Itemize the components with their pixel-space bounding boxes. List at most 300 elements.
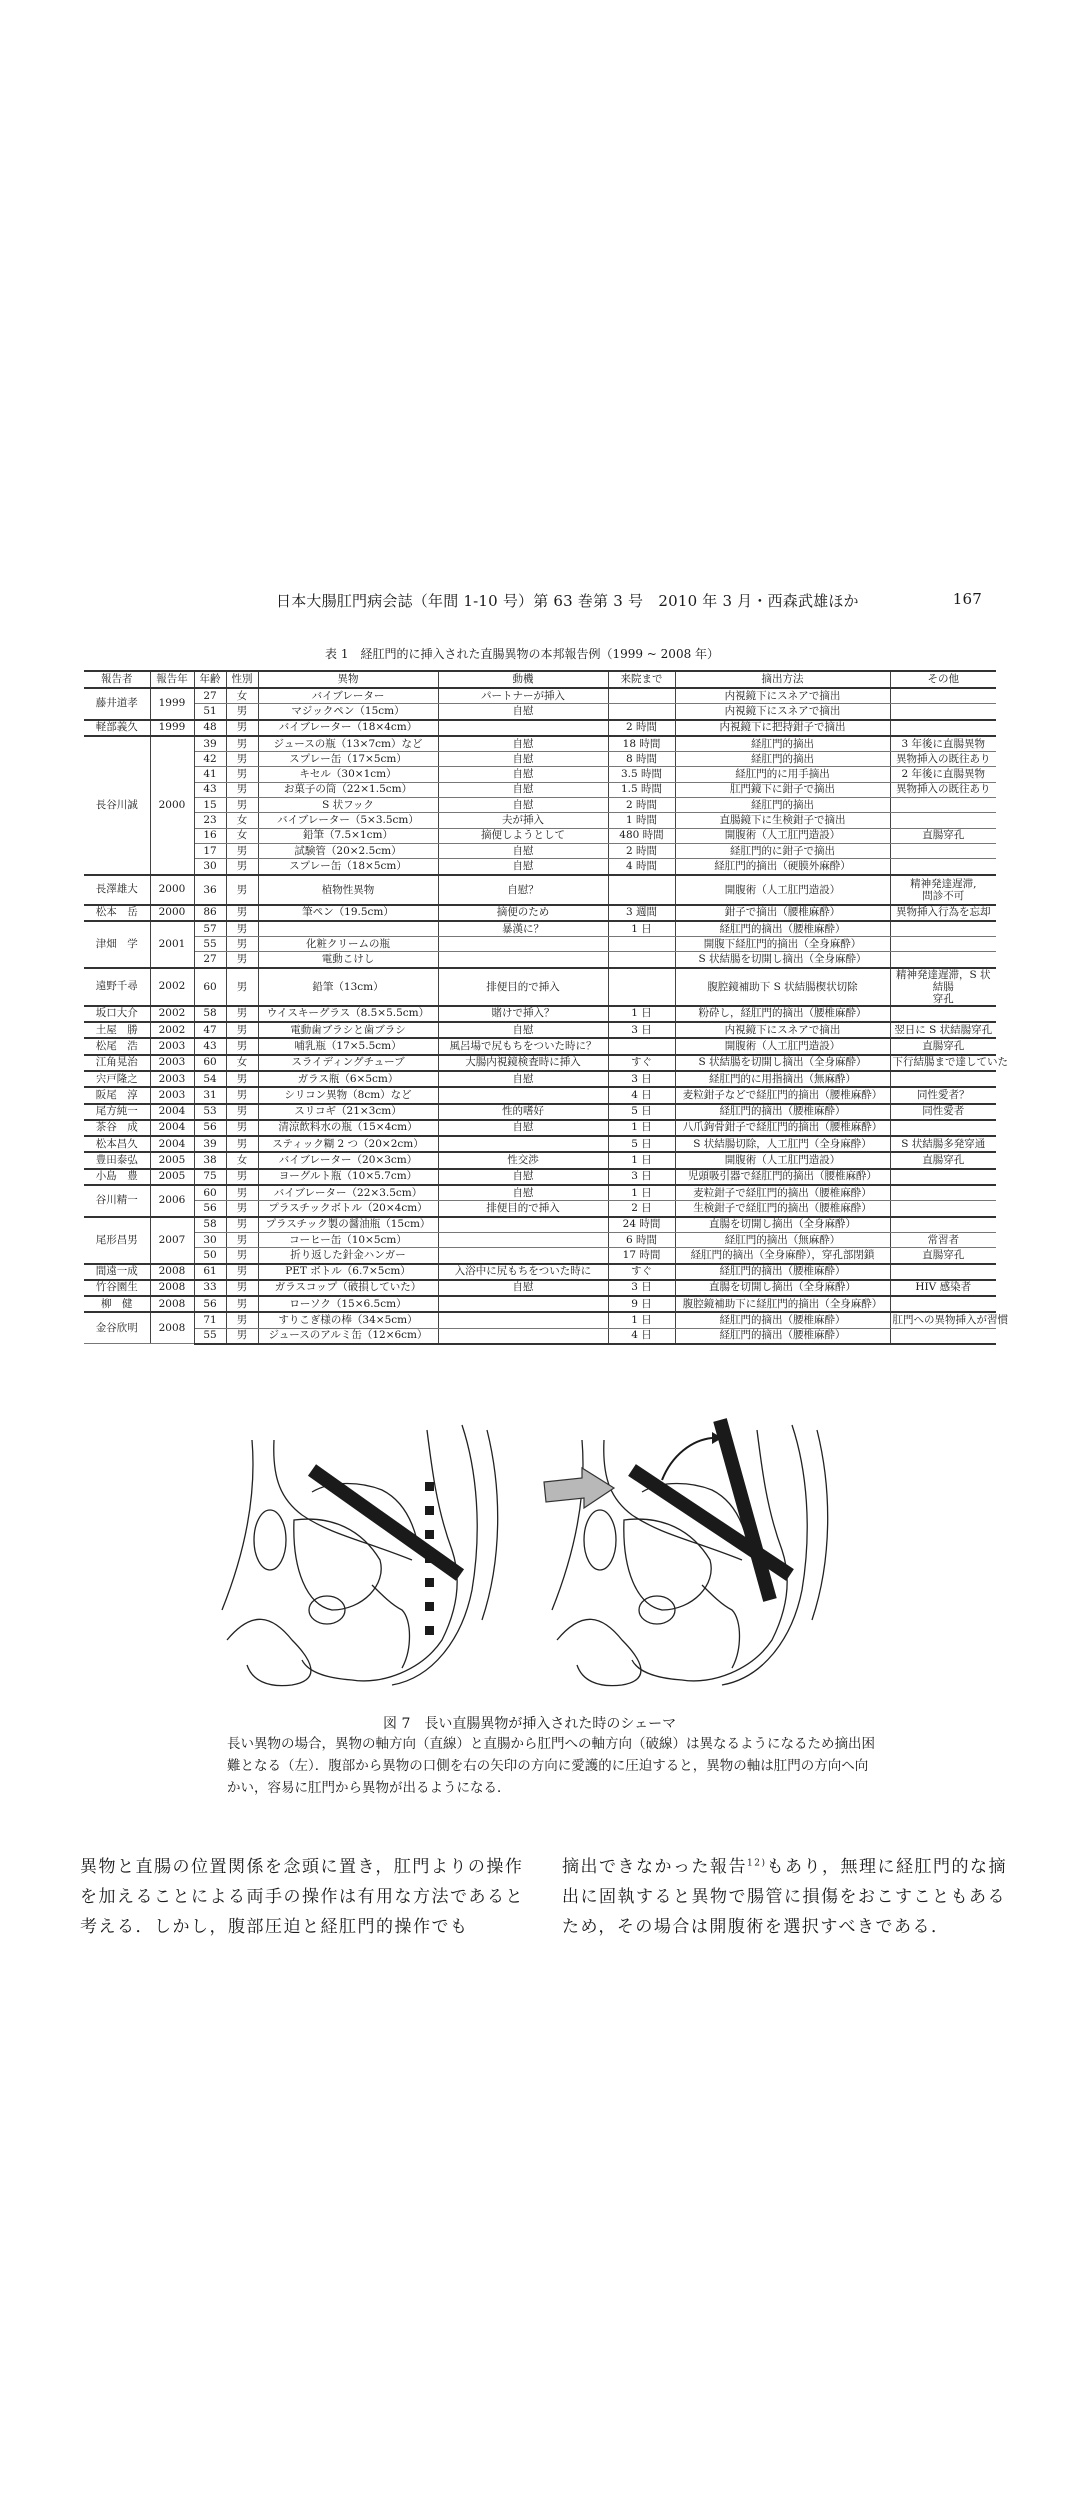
motive-cell: 自慰 <box>438 704 608 720</box>
column-header: 報告年 <box>150 671 194 688</box>
sex-cell: 男 <box>226 843 258 858</box>
time-cell: 1 日 <box>608 1006 675 1022</box>
method-cell: 経肛門的摘出（硬膜外麻酔） <box>675 859 890 875</box>
sex-cell: 女 <box>226 1055 258 1071</box>
age-cell: 55 <box>194 937 226 952</box>
object-cell: 清涼飲料水の瓶（15×4cm） <box>258 1120 438 1136</box>
age-cell: 39 <box>194 736 226 752</box>
table-row <box>84 704 996 720</box>
motive-cell <box>438 1217 608 1233</box>
age-cell: 36 <box>194 875 226 905</box>
age-cell: 43 <box>194 1038 226 1054</box>
object-cell: 鉛筆（13cm） <box>258 968 438 1006</box>
method-cell: 経肛門的摘出 <box>675 752 890 767</box>
object-cell: ジュースの瓶（13×7cm）など <box>258 736 438 752</box>
method-cell: S 状結腸切除，人工肛門（全身麻酔） <box>675 1136 890 1152</box>
foreign-body-before <box>632 1470 790 1575</box>
motive-cell: 自慰 <box>438 1185 608 1201</box>
sex-cell: 男 <box>226 859 258 875</box>
other-cell <box>890 1169 996 1185</box>
sex-cell: 男 <box>226 752 258 767</box>
object-cell: スプレー缶（17×5cm） <box>258 752 438 767</box>
table-row <box>84 921 996 937</box>
table-row <box>84 1232 996 1247</box>
time-cell: 4 日 <box>608 1087 675 1103</box>
time-cell: 18 時間 <box>608 736 675 752</box>
time-cell: すぐ <box>608 1055 675 1071</box>
other-cell <box>890 843 996 858</box>
sex-cell: 男 <box>226 720 258 736</box>
method-cell: 経肛門的摘出（腰椎麻酔） <box>675 1104 890 1120</box>
other-cell <box>890 1071 996 1087</box>
sex-cell: 女 <box>226 828 258 843</box>
object-cell: キセル（30×1cm） <box>258 767 438 782</box>
other-cell: 同性愛者 <box>890 1104 996 1120</box>
time-cell: 6 時間 <box>608 1232 675 1247</box>
motive-cell <box>438 1296 608 1312</box>
sex-cell: 女 <box>226 1152 258 1168</box>
object-cell: バイブレーター（22×3.5cm） <box>258 1185 438 1201</box>
other-cell <box>890 688 996 704</box>
right-panel-marks <box>544 1420 790 1600</box>
method-cell: 生検鉗子で経肛門的摘出（腰椎麻酔） <box>675 1201 890 1217</box>
reporter-cell: 豊田泰弘 <box>84 1152 150 1168</box>
other-cell: 3 年後に直腸異物 <box>890 736 996 752</box>
other-cell: 直腸穿孔 <box>890 1038 996 1054</box>
sex-cell: 男 <box>226 1087 258 1103</box>
sex-cell: 男 <box>226 1185 258 1201</box>
sex-cell: 男 <box>226 968 258 1006</box>
column-header: 来院まで <box>608 671 675 688</box>
time-cell <box>608 937 675 952</box>
object-cell: スプレー缶（18×5cm） <box>258 859 438 875</box>
column-header: 動機 <box>438 671 608 688</box>
sex-cell: 女 <box>226 688 258 704</box>
time-cell: 3 日 <box>608 1280 675 1296</box>
motive-cell: 自慰 <box>438 1169 608 1185</box>
other-cell: 異物挿入行為を忘却 <box>890 905 996 921</box>
age-cell: 41 <box>194 767 226 782</box>
sex-cell: 男 <box>226 767 258 782</box>
year-cell: 2002 <box>150 968 194 1006</box>
motive-cell <box>438 1328 608 1344</box>
reporter-cell: 尾方純一 <box>84 1104 150 1120</box>
other-cell <box>890 1201 996 1217</box>
table-row <box>84 1264 996 1280</box>
motive-cell: 夫が挿入 <box>438 813 608 828</box>
time-cell: 480 時間 <box>608 828 675 843</box>
motive-cell: 賭けで挿入？ <box>438 1006 608 1022</box>
reporter-cell: 土屋 勝 <box>84 1022 150 1038</box>
other-cell <box>890 921 996 937</box>
time-cell: 5 日 <box>608 1136 675 1152</box>
figure-7-schema <box>212 1410 880 1690</box>
other-cell <box>890 1185 996 1201</box>
table-row <box>84 1006 996 1022</box>
year-cell: 2004 <box>150 1136 194 1152</box>
other-cell: 直腸穿孔 <box>890 1152 996 1168</box>
time-cell: 1 日 <box>608 1312 675 1328</box>
time-cell: 17 時間 <box>608 1248 675 1264</box>
sex-cell: 男 <box>226 1217 258 1233</box>
method-cell: 経肛門的摘出（無麻酔） <box>675 1232 890 1247</box>
object-cell: バイブレーター（5×3.5cm） <box>258 813 438 828</box>
reporter-cell: 柳 健 <box>84 1296 150 1312</box>
motive-cell: 自慰 <box>438 782 608 797</box>
page-number: 167 <box>952 590 982 608</box>
age-cell: 61 <box>194 1264 226 1280</box>
method-cell: 経肛門的摘出（腰椎麻酔） <box>675 921 890 937</box>
column-header: その他 <box>890 671 996 688</box>
object-cell: バイブレーター（18×4cm） <box>258 720 438 736</box>
other-cell: 異物挿入の既往あり <box>890 782 996 797</box>
other-cell: 常習者 <box>890 1232 996 1247</box>
time-cell: 1 日 <box>608 1185 675 1201</box>
time-cell: 5 日 <box>608 1104 675 1120</box>
table-row <box>84 1104 996 1120</box>
column-header: 摘出方法 <box>675 671 890 688</box>
rectum-axis-dashed <box>425 1482 434 1635</box>
body-text-left: 異物と直腸の位置関係を念頭に置き，肛門よりの操作を加えることによる両手の操作は有用な方法であると考える．しかし，腹部圧迫と経肛門的操作でも <box>80 1857 524 1937</box>
motive-cell: 自慰 <box>438 859 608 875</box>
age-cell: 31 <box>194 1087 226 1103</box>
sex-cell: 男 <box>226 1280 258 1296</box>
year-cell: 1999 <box>150 720 194 736</box>
table-row <box>84 688 996 704</box>
object-cell: 筆ペン（19.5cm） <box>258 905 438 921</box>
year-cell: 2000 <box>150 905 194 921</box>
table-row <box>84 1152 996 1168</box>
table-row <box>84 1071 996 1087</box>
motive-cell: 自慰 <box>438 843 608 858</box>
other-cell <box>890 813 996 828</box>
time-cell: 4 時間 <box>608 859 675 875</box>
method-cell: 肛門鏡下に鉗子で摘出 <box>675 782 890 797</box>
method-cell: 鉗子で摘出（腰椎麻酔） <box>675 905 890 921</box>
age-cell: 47 <box>194 1022 226 1038</box>
reporter-cell: 茶谷 成 <box>84 1120 150 1136</box>
table-row <box>84 1055 996 1071</box>
method-cell: 直腸を切開し摘出（全身麻酔） <box>675 1280 890 1296</box>
object-cell: スリコギ（21×3cm） <box>258 1104 438 1120</box>
time-cell: 3 日 <box>608 1022 675 1038</box>
other-cell: S 状結腸多発穿通 <box>890 1136 996 1152</box>
motive-cell: 入浴中に尻もちをついた時に <box>438 1264 608 1280</box>
sex-cell: 男 <box>226 1248 258 1264</box>
time-cell: 9 日 <box>608 1296 675 1312</box>
reporter-cell: 江角晃治 <box>84 1055 150 1071</box>
object-cell: 鉛筆（7.5×1cm） <box>258 828 438 843</box>
table-row <box>84 1248 996 1264</box>
object-cell: 植物性異物 <box>258 875 438 905</box>
other-cell <box>890 798 996 813</box>
other-cell: 翌日に S 状結腸穿孔 <box>890 1022 996 1038</box>
reporter-cell: 阪尾 淳 <box>84 1087 150 1103</box>
age-cell: 50 <box>194 1248 226 1264</box>
table-row <box>84 720 996 736</box>
sex-cell: 男 <box>226 1136 258 1152</box>
other-cell: 肛門への異物挿入が習慣 <box>890 1312 996 1328</box>
age-cell: 16 <box>194 828 226 843</box>
rotation-arrow-curve <box>662 1438 712 1480</box>
reporter-cell: 竹谷園生 <box>84 1280 150 1296</box>
table-caption: 表 1 経肛門的に挿入された直腸異物の本邦報告例（1999 ~ 2008 年） <box>325 647 720 661</box>
motive-cell: 自慰 <box>438 767 608 782</box>
age-cell: 17 <box>194 843 226 858</box>
motive-cell: 自慰？ <box>438 875 608 905</box>
year-cell: 2000 <box>150 736 194 875</box>
time-cell: 3.5 時間 <box>608 767 675 782</box>
motive-cell: 排便目的で挿入 <box>438 968 608 1006</box>
method-cell: 児頭吸引器で経肛門的摘出（腰椎麻酔） <box>675 1169 890 1185</box>
object-cell: スティック糊 2 つ（20×2cm） <box>258 1136 438 1152</box>
motive-cell <box>438 937 608 952</box>
method-cell: 開腹術（人工肛門造設） <box>675 1152 890 1168</box>
other-cell: 直腸穿孔 <box>890 1248 996 1264</box>
table-header-row <box>84 671 996 688</box>
other-cell: 2 年後に直腸異物 <box>890 767 996 782</box>
method-cell: 経肛門的摘出（全身麻酔），穿孔部閉鎖 <box>675 1248 890 1264</box>
object-cell: コーヒー缶（10×5cm） <box>258 1232 438 1247</box>
time-cell: 2 時間 <box>608 843 675 858</box>
motive-cell <box>438 1087 608 1103</box>
age-cell: 43 <box>194 782 226 797</box>
age-cell: 60 <box>194 968 226 1006</box>
pressure-arrow-icon <box>544 1468 614 1508</box>
method-cell: 開腹術（人工肛門造設） <box>675 828 890 843</box>
year-cell: 2003 <box>150 1071 194 1087</box>
table-row <box>84 1185 996 1201</box>
table-row <box>84 968 996 1006</box>
year-cell: 2002 <box>150 1022 194 1038</box>
object-cell: 折り返した針金ハンガー <box>258 1248 438 1264</box>
motive-cell: 摘便のため <box>438 905 608 921</box>
sex-cell: 男 <box>226 1296 258 1312</box>
table-row <box>84 798 996 813</box>
motive-cell <box>438 1232 608 1247</box>
reporter-cell: 松本 岳 <box>84 905 150 921</box>
motive-cell: パートナーが挿入 <box>438 688 608 704</box>
age-cell: 15 <box>194 798 226 813</box>
motive-cell: 自慰 <box>438 752 608 767</box>
motive-cell <box>438 952 608 968</box>
running-head <box>276 590 982 611</box>
sex-cell: 男 <box>226 921 258 937</box>
method-cell: S 状結腸を切開し摘出（全身麻酔） <box>675 952 890 968</box>
method-cell: 開腹術（人工肛門造設） <box>675 1038 890 1054</box>
object-cell: ウイスキーグラス（8.5×5.5cm） <box>258 1006 438 1022</box>
table-row <box>84 905 996 921</box>
motive-cell: 自慰 <box>438 1280 608 1296</box>
age-cell: 86 <box>194 905 226 921</box>
sex-cell: 男 <box>226 952 258 968</box>
method-cell: 経肛門的摘出 <box>675 798 890 813</box>
table-row <box>84 1120 996 1136</box>
column-header: 年齢 <box>194 671 226 688</box>
method-cell: 麦粒鉗子で経肛門的摘出（腰椎麻酔） <box>675 1185 890 1201</box>
other-cell <box>890 1264 996 1280</box>
sex-cell: 男 <box>226 1201 258 1217</box>
method-cell: 内視鏡下にスネアで摘出 <box>675 688 890 704</box>
reporter-cell: 間遠一成 <box>84 1264 150 1280</box>
motive-cell: 自慰 <box>438 1022 608 1038</box>
motive-cell: 大腸内視鏡検査時に挿入 <box>438 1055 608 1071</box>
year-cell: 2004 <box>150 1104 194 1120</box>
table-row <box>84 1022 996 1038</box>
other-cell <box>890 704 996 720</box>
object-cell: ヨーグルト瓶（10×5.7cm） <box>258 1169 438 1185</box>
case-report-table <box>84 670 1008 1345</box>
sex-cell: 男 <box>226 1104 258 1120</box>
object-cell: お菓子の筒（22×1.5cm） <box>258 782 438 797</box>
year-cell: 2002 <box>150 1006 194 1022</box>
reporter-cell: 軽部義久 <box>84 720 150 736</box>
table-row <box>84 1136 996 1152</box>
sex-cell: 女 <box>226 813 258 828</box>
table-row <box>84 813 996 828</box>
year-cell: 2000 <box>150 875 194 905</box>
other-cell: 異物挿入の既往あり <box>890 752 996 767</box>
table-row <box>84 1328 996 1344</box>
method-cell: 八爪鉤骨鉗子で経肛門的摘出（腰椎麻酔） <box>675 1120 890 1136</box>
other-cell: 精神発達遅滞，S 状結腸 穿孔 <box>890 968 996 1006</box>
age-cell: 33 <box>194 1280 226 1296</box>
motive-cell: 暴漢に？ <box>438 921 608 937</box>
age-cell: 48 <box>194 720 226 736</box>
reporter-cell: 谷川精一 <box>84 1185 150 1217</box>
method-cell: 開腹下経肛門的摘出（全身麻酔） <box>675 937 890 952</box>
year-cell: 2004 <box>150 1120 194 1136</box>
motive-cell: 風呂場で尻もちをついた時に？ <box>438 1038 608 1054</box>
motive-cell <box>438 720 608 736</box>
age-cell: 42 <box>194 752 226 767</box>
left-pelvis-outline <box>222 1425 498 1686</box>
object-cell <box>258 921 438 937</box>
sex-cell: 男 <box>226 1169 258 1185</box>
table-row <box>84 782 996 797</box>
other-cell <box>890 1217 996 1233</box>
age-cell: 56 <box>194 1296 226 1312</box>
other-cell: 下行結腸まで達していた <box>890 1055 996 1071</box>
time-cell: 1 日 <box>608 1120 675 1136</box>
object-cell: バイブレーター <box>258 688 438 704</box>
sex-cell: 男 <box>226 1038 258 1054</box>
year-cell: 2005 <box>150 1169 194 1185</box>
object-cell: ガラスコップ（破損していた） <box>258 1280 438 1296</box>
foreign-body-after <box>720 1420 770 1600</box>
time-cell: 1 日 <box>608 1152 675 1168</box>
reporter-cell: 長谷川誠 <box>84 736 150 875</box>
motive-cell <box>438 1136 608 1152</box>
other-cell <box>890 859 996 875</box>
method-cell: 腹腔鏡補助下に経肛門的摘出（全身麻酔） <box>675 1296 890 1312</box>
table-row <box>84 1296 996 1312</box>
other-cell: 同性愛者？ <box>890 1087 996 1103</box>
motive-cell: 排便目的で挿入 <box>438 1201 608 1217</box>
age-cell: 54 <box>194 1071 226 1087</box>
method-cell: 内視鏡下にスネアで摘出 <box>675 704 890 720</box>
method-cell: 経肛門的摘出 <box>675 736 890 752</box>
age-cell: 58 <box>194 1006 226 1022</box>
table-row <box>84 1312 996 1328</box>
reference-citation[interactable]: 12) <box>747 1858 767 1869</box>
object-cell: 哺乳瓶（17×5.5cm） <box>258 1038 438 1054</box>
object-cell: 電動歯ブラシと歯ブラシ <box>258 1022 438 1038</box>
reporter-cell: 尾形昌男 <box>84 1217 150 1264</box>
pelvis-schematic <box>212 1410 880 1690</box>
object-cell: 化粧クリームの瓶 <box>258 937 438 952</box>
time-cell: 1 日 <box>608 921 675 937</box>
sex-cell: 男 <box>226 937 258 952</box>
year-cell: 2008 <box>150 1296 194 1312</box>
body-text-right-b: もあり，無理に経肛門的な摘出に固執すると異物で腸管に損傷をおこすこともあるため，その場合は開腹術を選択すべきである． <box>562 1857 1007 1937</box>
table-row <box>84 843 996 858</box>
sex-cell: 男 <box>226 782 258 797</box>
sex-cell: 男 <box>226 1006 258 1022</box>
time-cell: 8 時間 <box>608 752 675 767</box>
sex-cell: 男 <box>226 736 258 752</box>
year-cell: 2008 <box>150 1280 194 1296</box>
table-row <box>84 859 996 875</box>
reporter-cell: 長澤雄大 <box>84 875 150 905</box>
year-cell: 2005 <box>150 1152 194 1168</box>
time-cell <box>608 1038 675 1054</box>
other-cell: 直腸穿孔 <box>890 828 996 843</box>
time-cell: 2 日 <box>608 1201 675 1217</box>
age-cell: 71 <box>194 1312 226 1328</box>
reporter-cell: 金谷欣明 <box>84 1312 150 1344</box>
age-cell: 60 <box>194 1185 226 1201</box>
other-cell: HIV 感染者 <box>890 1280 996 1296</box>
year-cell: 2008 <box>150 1312 194 1344</box>
object-cell: マジックペン（15cm） <box>258 704 438 720</box>
table-row <box>84 828 996 843</box>
sex-cell: 男 <box>226 1120 258 1136</box>
object-cell: ジュースのアルミ缶（12×6cm） <box>258 1328 438 1344</box>
method-cell: 開腹術（人工肛門造設） <box>675 875 890 905</box>
table-row <box>84 1201 996 1217</box>
age-cell: 30 <box>194 1232 226 1247</box>
reporter-cell: 津畑 学 <box>84 921 150 968</box>
method-cell: 経肛門的摘出（腰椎麻酔） <box>675 1264 890 1280</box>
object-cell: ローソク（15×6.5cm） <box>258 1296 438 1312</box>
reporter-cell: 松本昌久 <box>84 1136 150 1152</box>
other-cell <box>890 720 996 736</box>
sex-cell: 男 <box>226 875 258 905</box>
time-cell: 1.5 時間 <box>608 782 675 797</box>
method-cell: 内視鏡下にスネアで摘出 <box>675 1022 890 1038</box>
table-row <box>84 1169 996 1185</box>
year-cell: 2003 <box>150 1087 194 1103</box>
method-cell: 経肛門的に鉗子で摘出 <box>675 843 890 858</box>
other-cell <box>890 1120 996 1136</box>
sex-cell: 男 <box>226 1312 258 1328</box>
age-cell: 30 <box>194 859 226 875</box>
right-pelvis-outline <box>552 1425 828 1686</box>
motive-cell <box>438 1312 608 1328</box>
method-cell: 麦粒鉗子などで経肛門的摘出（腰椎麻酔） <box>675 1087 890 1103</box>
table-row <box>84 952 996 968</box>
age-cell: 56 <box>194 1201 226 1217</box>
object-cell: シリコン異物（8cm）など <box>258 1087 438 1103</box>
age-cell: 27 <box>194 952 226 968</box>
motive-cell: 自慰 <box>438 798 608 813</box>
time-cell: 3 日 <box>608 1071 675 1087</box>
sex-cell: 男 <box>226 1264 258 1280</box>
reporter-cell: 藤井道孝 <box>84 688 150 720</box>
time-cell: 3 週間 <box>608 905 675 921</box>
year-cell: 1999 <box>150 688 194 720</box>
